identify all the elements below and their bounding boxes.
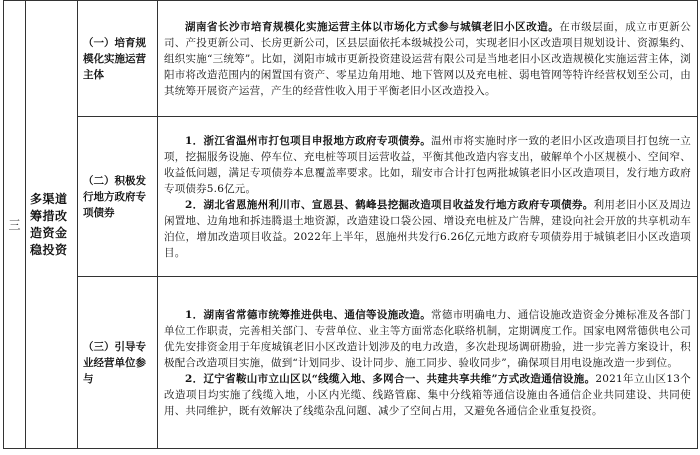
paragraph-text: 温州市将实施时序一致的老旧小区改造项目打包统一立项，挖掘服务设施、停车位、充电桩等项目运营收益，平衡其他改造内容支出，破解单个小区规模小、空间窄、收益低问题，满足专项债券本息覆盖率要求。比如，瑞安市合计打包两批城镇老旧小区改造项目，发行地方政府专项债券5.6亿元。 [164,134,691,195]
paragraph-text: 利用老旧小区及周边闲置地、边角地和拆违腾退土地资源，改造建设口袋公园、增设充电桩及广告牌，建设向社会开放的共享机动车泊位，增加改造项目收益。2022年上半年，恩施州共发行6.26亿元地方政府专项债券用于城镇老旧小区改造项目。 [164,198,691,259]
section-label: （三）引导专业经营单位参与 [78,277,158,449]
table-row [4,117,698,277]
paragraph [164,307,691,371]
paragraph [164,19,691,99]
section-label: （一）培育规模化实施运营主体 [78,1,158,117]
table-row [4,277,698,449]
paragraph-lead: 2．湖北省恩施州利川市、宣恩县、鹤峰县挖掘改造项目收益发行地方政府专项债券。 [185,198,594,211]
section-content [158,117,698,277]
paragraph [164,133,691,197]
policy-table [3,0,698,449]
section-content [158,277,698,449]
section-content [158,1,698,117]
paragraph [164,371,691,419]
paragraph-text: 在市级层面，成立市更新公司、产投更新公司、长房更新公司，区县层面依托本级城投公司，实现老旧小区改造项目规划设计、资源集约、组织实施“三统筹”。比如，浏阳市城市更新投资建设运营有限公司是当地老旧小区改造规模化实施运营主体，浏阳市将改造范围内的闲置国有资产、零星边角用地、地下管网以及充电桩、弱电管网等特许经营权划至公司，由其统筹开展资产运营，产生的经营性收入用于平衡老旧小区改造投入。 [164,20,691,97]
table-row [4,1,698,117]
paragraph-text: 2021年立山区13个改造项目均实施了线缆入地，小区内光缆、线路管廊、集中分线箱等通信设施由各通信企业共同建设、共同使用、共同维护，既有效解决了线缆杂乱问题、减少了空间占用，又避免各通信企业重复投资。 [164,372,691,417]
paragraph-text: 常德市明确电力、通信设施改造资金分摊标准及各部门单位工作职责，完善相关部门、专营单位、业主等方面常态化联络机制，定期调度工作。国家电网常德供电公司优先安排资金用于年度城镇老旧小区改造计划涉及的电力改造，多次赴现场调研勘验，进一步完善方案设计，积极配合改造项目实施，做到“计划同步、设计同步、施工同步、验收同步”，确保项目用电设施改造一步到位。 [164,308,691,369]
category-cell: 多渠道筹措改造资金稳投资 [26,1,78,449]
paragraph-lead: 1．湖南省常德市统筹推进供电、通信等设施改造。 [185,308,432,321]
paragraph-lead: 湖南省长沙市培育规模化实施运营主体以市场化方式参与城镇老旧小区改造。 [185,20,560,33]
paragraph-lead: 2．辽宁省鞍山市立山区以“线缆入地、多网合一、共建共享共维”方式改造通信设施。 [185,372,596,385]
row-number: 三 [4,1,26,449]
section-label: （二）积极发行地方政府专项债券 [78,117,158,277]
paragraph [164,197,691,261]
paragraph-lead: 1．浙江省温州市打包项目申报地方政府专项债券。 [185,134,432,147]
